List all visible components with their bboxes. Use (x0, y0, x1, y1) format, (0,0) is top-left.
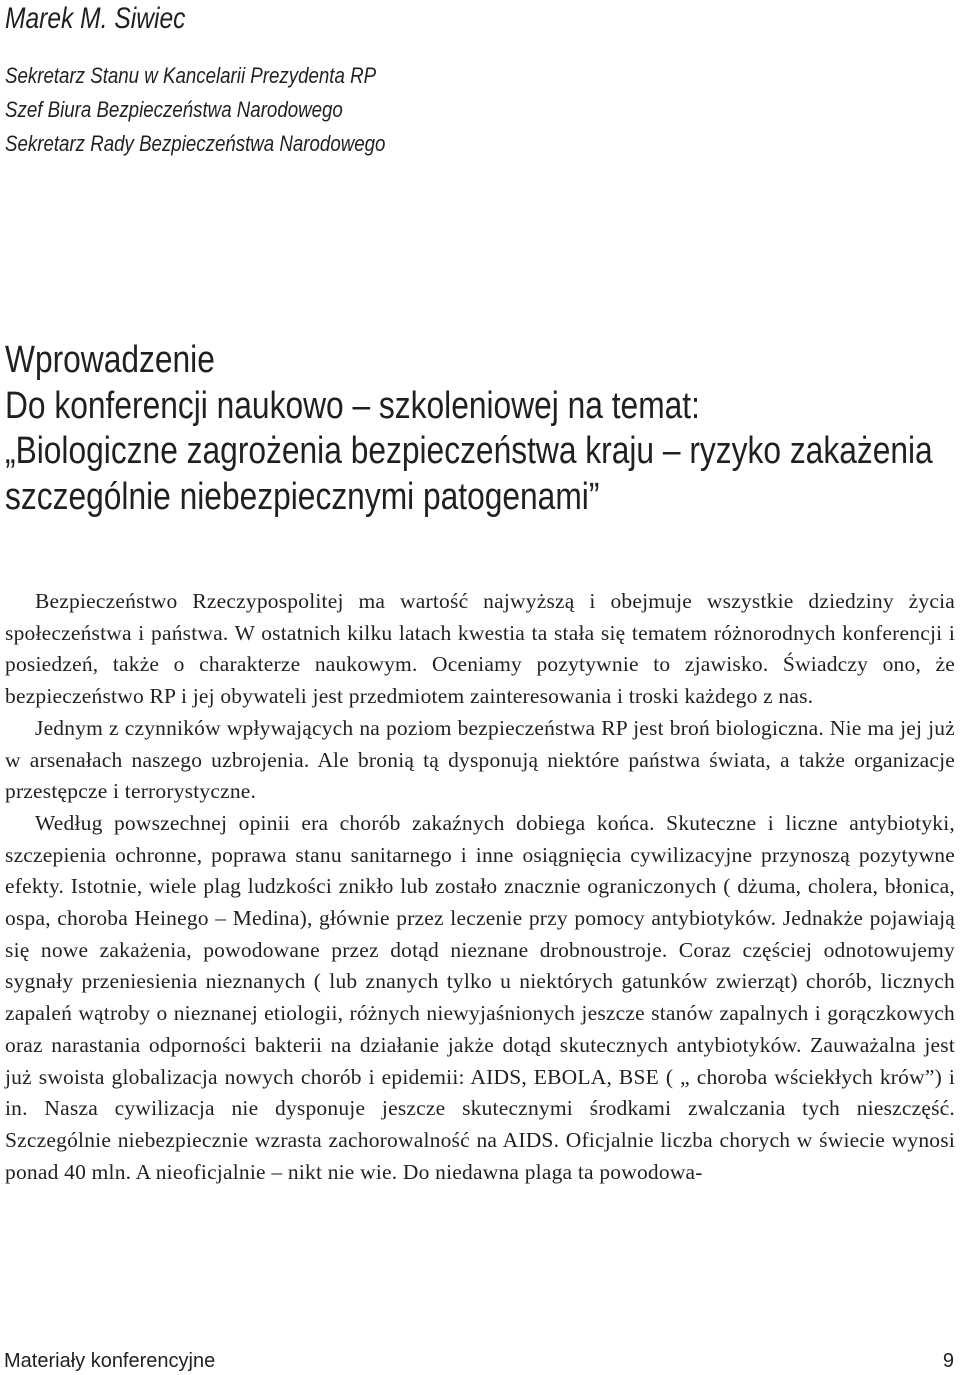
heading-line: Do konferencji naukowo – szkoleniowej na temat: (5, 384, 700, 427)
body-paragraph: Bezpieczeństwo Rzeczypospolitej ma wartość najwyższą i obejmuje wszystkie dziedziny życia społeczeństwa i państwa. W ostatnich kilku latach kwestia ta stała się tematem różnorodnych konferencji i posiedzeń, także o charakterze naukowym. Oceniamy pozytywnie to zjawisko. Świadczy ono, że bezpieczeństwo RP i jej obywateli jest przedmiotem zainteresowania i troski każdego z nas. (5, 589, 955, 709)
author-role: Szef Biura Bezpieczeństwa Narodowego (5, 97, 343, 122)
heading-line: szczególnie niebezpiecznymi patogenami” (5, 475, 600, 518)
author-roles (5, 59, 385, 161)
body-paragraph: Jednym z czynników wpływających na poziom bezpieczeństwa RP jest broń biologiczna. Nie ma jej już w arsenałach naszego uzbrojenia. Ale bronią tą dysponują niektóre państwa świata, a także organizacje przestępcze i terrorystyczne. (5, 715, 955, 804)
author-role: Sekretarz Stanu w Kancelarii Prezydenta RP (5, 63, 377, 88)
heading-line: „Biologiczne zagrożenia bezpieczeństwa kraju – ryzyko zakażenia (5, 430, 933, 472)
article-heading (5, 338, 933, 520)
heading-line: Wprowadzenie (5, 339, 215, 381)
author-role: Sekretarz Rady Bezpieczeństwa Narodowego (5, 131, 386, 156)
article-body (5, 586, 955, 1188)
footer-page-number: 9 (942, 1350, 954, 1372)
author-name: Marek M. Siwiec (5, 2, 186, 35)
footer-publication-title: Materiały konferencyjne (4, 1350, 216, 1372)
body-paragraph: Według powszechnej opinii era chorób zakaźnych dobiega końca. Skuteczne i liczne antybiotyki, szczepienia ochronne, poprawa stanu sanitarnego i inne osiągnięcia cywilizacyjne przynoszą pozytywne efekty. Istotnie, wiele plag ludzkości znikło lub zostało znacznie ograniczonych ( dżuma, cholera, błonica, ospa, choroba Heinego – Medina), głównie przez leczenie przy pomocy antybiotyków. Jednakże pojawiają się nowe zakażenia, powodowane przez dotąd nieznane drobnoustroje. Coraz częściej odnotowujemy sygnały przeniesienia nieznanych ( lub znanych tylko u niektórych gatunków zwierząt) chorób, licznych zapaleń wątroby o nieznanej etiologii, różnych niewyjaśnionych jeszcze stanów zapalnych i gorączkowych oraz narastania odporności bakterii na działanie jakże dotąd skutecznych antybiotyków. Zauważalna jest już swoista globalizacja nowych chorób i epidemii: AIDS, EBOLA, BSE ( „ choroba wściekłych krów”) i in. Nasza cywilizacja nie dysponuje jeszcze skutecznymi środkami zwalczania tych nieszczęść. Szczególnie niebezpiecznie wzrasta zachorowalność na AIDS. Oficjalnie liczba chorych w świecie wynosi ponad 40 mln. A nieoficjalnie – nikt nie wie. Do niedawna plaga ta powodowa- (5, 810, 955, 1184)
